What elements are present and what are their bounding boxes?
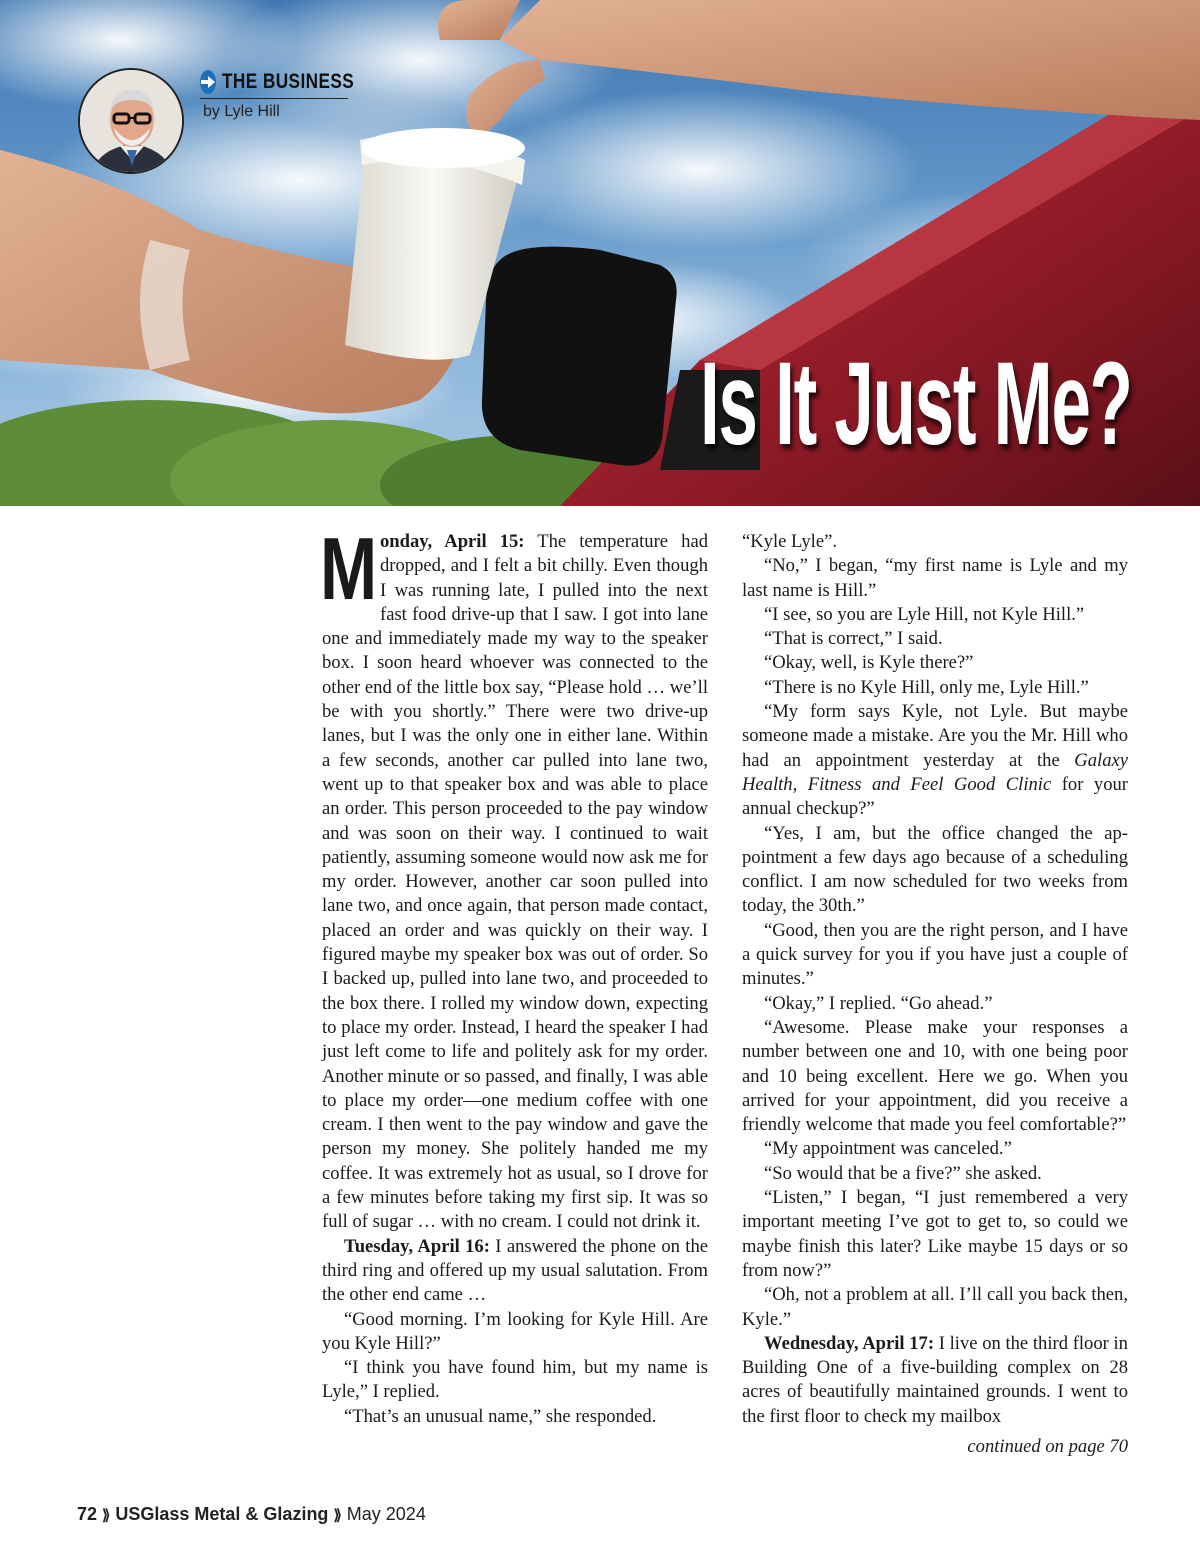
paragraph <box>320 519 708 1235</box>
paragraph: “Good morning. I’m looking for Kyle Hill. Are you Kyle Hill?” <box>322 1308 708 1354</box>
paragraph: “That’s an unusual name,” she responded. <box>344 1405 657 1427</box>
paragraph: “Oh, not a problem at all. I’ll call you back then, Kyle.” <box>742 1284 1128 1330</box>
paragraph: “That is correct,” I said. <box>764 628 943 650</box>
clinic-name: Galaxy Health, Fitness and Feel Good Clinic <box>742 749 1128 795</box>
page-number: 72 <box>77 1504 98 1524</box>
hero-image <box>0 0 1200 506</box>
footer-separator: ⟫ <box>333 1506 342 1524</box>
issue-date: May 2024 <box>346 1504 426 1524</box>
byline: by Lyle Hill <box>203 103 280 120</box>
paragraph: “My appointment was canceled.” <box>764 1138 1012 1160</box>
date-lead: Wednesday, April 17: <box>764 1332 935 1354</box>
section-label: THE BUSINESS <box>222 70 355 93</box>
author-avatar <box>78 68 184 174</box>
paragraph: “Okay,” I replied. “Go ahead.” <box>764 992 993 1014</box>
paragraph: “There is no Kyle Hill, only me, Lyle Hill.” <box>764 676 1089 698</box>
paragraph: “Good, then you are the right person, and I have a quick survey for you if you have just a couple of minutes.” <box>742 919 1128 990</box>
paragraph <box>742 700 1128 821</box>
paragraph-text: “My form says Kyle, not Lyle. But maybe someone made a mistake. Are you the Mr. Hill who had an appointment yesterday at the <box>742 701 1128 771</box>
article-column-1 <box>320 519 708 1429</box>
paragraph: “Awesome. Please make your responses a number between one and 10, with one being poor and 10 being excellent. Here we go. When you arrived for your appointment, did you receive a friendly welcome that made you feel comfortable?” <box>742 1016 1128 1136</box>
paragraph: “I think you have found him, but my name is Lyle,” I replied. <box>322 1357 708 1403</box>
date-lead: Tuesday, April 16: <box>344 1235 490 1257</box>
paragraph: “No,” I began, “my first name is Lyle and my last name is Hill.” <box>742 555 1128 601</box>
date-lead: onday, April 15: <box>380 531 525 552</box>
magazine-name: USGlass Metal & Glazing <box>115 1504 329 1524</box>
author-portrait-icon <box>80 70 184 174</box>
headline: Is It Just Me? <box>700 338 1132 470</box>
article-column-2 <box>742 530 1128 1429</box>
drop-cap: M <box>320 519 378 618</box>
paragraph: “Listen,” I began, “I just remembered a very important meeting I’ve got to get to, so could we maybe finish this later? Like maybe 15 days or so from now?” <box>742 1187 1128 1281</box>
paragraph: “Kyle Lyle”. <box>742 531 837 552</box>
paragraph-text: for your annual checkup?” <box>742 773 1129 820</box>
paragraph-text: I live on the third floor in Building One of a five-building complex on 28 acres of beautifully maintained grounds. I went to the first floor to check my mailbox <box>742 1332 1128 1427</box>
paragraph-text: I answered the phone on the third ring and offered up my usual salutation. From the other end came … <box>322 1235 708 1306</box>
paragraph <box>322 1235 708 1308</box>
page-footer <box>77 1504 426 1525</box>
continued-link[interactable]: continued on page 70 <box>967 1436 1128 1457</box>
paragraph: “I see, so you are Lyle Hill, not Kyle Hill.” <box>764 603 1085 625</box>
paragraph: “Okay, well, is Kyle there?” <box>764 652 974 674</box>
footer-separator: ⟫ <box>102 1506 111 1524</box>
arrow-right-icon <box>200 70 216 94</box>
paragraph-text: The temperature had dropped, and I felt a bit chilly. Even though I was running late, I pulled into the next fast food drive-up that I saw. I got into lane one and immediately made my way to the speaker box. I soon heard whoever was connected to the other end of the little box say, “Please hold … we’ll be with you shortly.” There were two drive-up lanes, but I was the only one in either lane. Within a few seconds, another car pulled into lane two, went up to that speaker box and was able to place an order. This person proceeded to the pay window and was soon on their way. I continued to wait patiently, assuming someone would now ask me for my order. However, another car soon pulled into lane two, and once again, that person made contact, placed an order and was quickly on their way. I figured maybe my speaker box was out of order. So I backed up, pulled into lane two, and proceeded to the box there. I rolled my window down, expecting to place my order. Instead, I heard the speaker I had just left come to life and politely ask for my order. Another minute or so passed, and finally, I was able to place my order—one medium coffee with one cream. I then went to the pay window and gave the person my money. She politely handed me my coffee. It was extremely hot as usual, so I drove for a few minutes before taking my first sip. It was so full of sugar … with no cream. I could not drink it. <box>322 531 708 1233</box>
section-divider <box>200 98 348 99</box>
paragraph: “So would that be a five?” she asked. <box>764 1162 1042 1184</box>
paragraph: “Yes, I am, but the office changed the appointment a few days ago because of a scheduling conflict. I am now scheduled for two weeks from today, the 30th.” <box>742 822 1128 917</box>
section-badge <box>200 70 355 121</box>
paragraph <box>742 1332 1128 1429</box>
